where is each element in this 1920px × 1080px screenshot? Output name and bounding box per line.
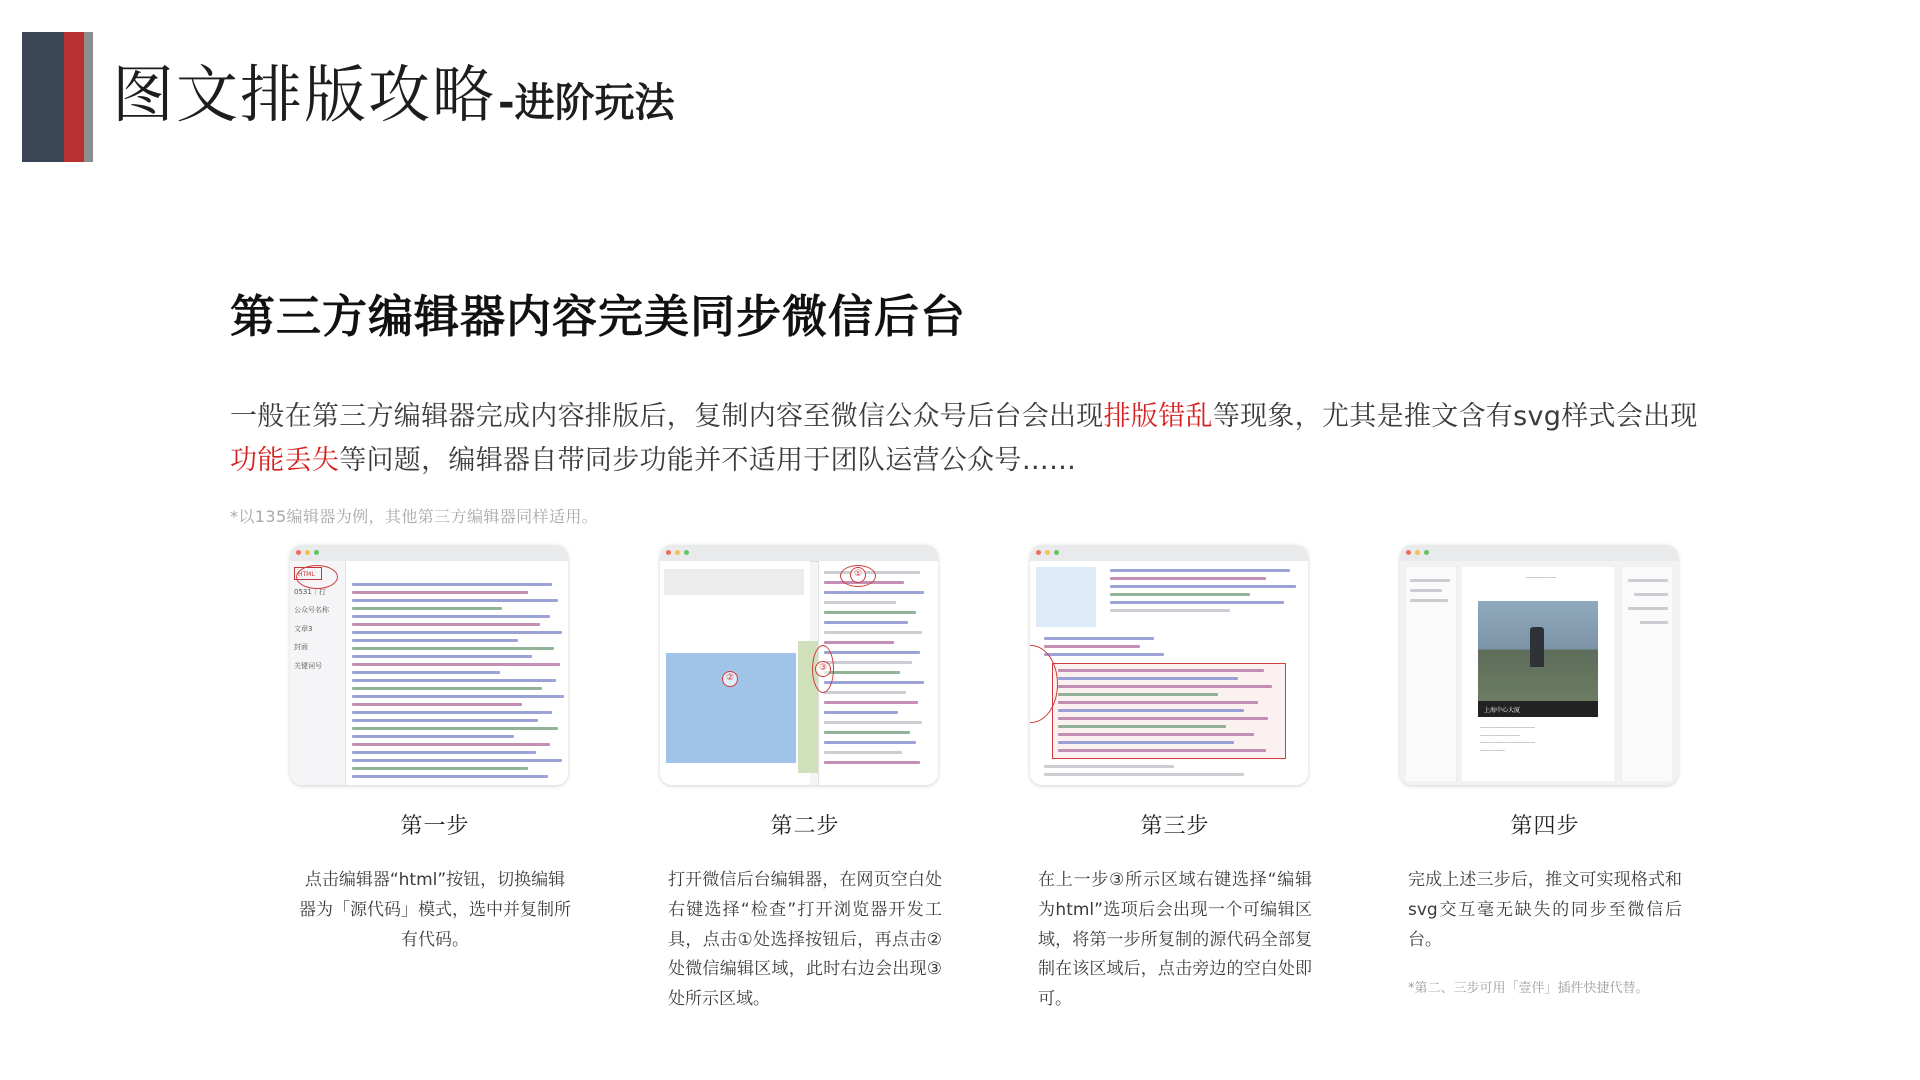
window-close-dot — [296, 550, 301, 555]
page-title-sub: -进阶玩法 — [498, 80, 675, 126]
window-titlebar — [1030, 545, 1308, 562]
step-1-label: 第一步 — [400, 814, 470, 839]
step-3-screenshot[interactable] — [1030, 545, 1308, 785]
content-footnote: *以135编辑器为例，其他第三方编辑器同样适用。 — [230, 507, 599, 527]
sidebar-item-0: 0531｜打 — [294, 588, 326, 596]
step-item-1 — [290, 545, 580, 1015]
sidebar-item-2: 文章3 — [294, 624, 313, 633]
marker-3: ③ — [815, 661, 831, 677]
photo-caption: 上海中心大厦 — [1484, 707, 1521, 714]
step-3-description: 在上一步③所示区域右键选择“编辑为html”选项后会出现一个可编辑区域，将第一步所复制的源代码全部复制在该区域后，点击旁边的空白处即可。 — [1038, 870, 1312, 1009]
window-close-dot — [1036, 550, 1041, 555]
window-maximize-dot — [684, 550, 689, 555]
window-titlebar — [290, 545, 568, 562]
accent-bar-dark — [22, 32, 64, 162]
lead-paragraph — [230, 395, 1720, 482]
selected-editor-region — [666, 653, 796, 763]
steps-row — [290, 545, 1690, 1015]
lead-text-2: 等现象，尤其是推文含有svg样式会出现 — [1212, 401, 1698, 432]
step-1-description: 点击编辑器“html”按钮，切换编辑器为「源代码」模式，选中并复制所有代码。 — [299, 870, 571, 950]
step-item-3 — [1030, 545, 1320, 1015]
accent-bar-red — [64, 32, 84, 162]
window-maximize-dot — [314, 550, 319, 555]
page-title — [112, 45, 675, 134]
article-photo — [1478, 601, 1598, 701]
window-close-dot — [1406, 550, 1411, 555]
accent-bar-grey — [84, 32, 93, 162]
window-titlebar — [660, 545, 938, 562]
right-panel — [1621, 567, 1672, 781]
window-maximize-dot — [1054, 550, 1059, 555]
window-titlebar — [1400, 545, 1678, 562]
wechat-toolbar — [664, 569, 804, 595]
step-item-2 — [660, 545, 950, 1015]
window-close-dot — [666, 550, 671, 555]
window-minimize-dot — [1045, 550, 1050, 555]
window-minimize-dot — [1415, 550, 1420, 555]
sidebar-item-4: 关键词号 — [294, 661, 322, 670]
section-title: 第三方编辑器内容完美同步微信后台 — [230, 290, 967, 343]
main-content — [230, 280, 1720, 527]
window-minimize-dot — [305, 550, 310, 555]
page-title-main: 图文排版攻略 — [112, 58, 497, 131]
article-title-line: —————— — [1526, 575, 1556, 581]
step-2-description: 打开微信后台编辑器，在网页空白处右键选择“检查”打开浏览器开发工具，点击①处选择按钮后，再点击②处微信编辑区域，此时右边会出现③处所示区域。 — [668, 870, 942, 1009]
lead-highlight-1: 排版错乱 — [1103, 401, 1213, 432]
step-1-screenshot[interactable] — [290, 545, 568, 785]
step-4-description: 完成上述三步后，推文可实现格式和svg交互毫无缺失的同步至微信后台。 — [1408, 870, 1682, 950]
step-2-screenshot[interactable] — [660, 545, 938, 785]
sidebar-item-1: 公众号名称 — [294, 606, 329, 615]
lead-text-3: 等问题，编辑器自带同步功能并不适用于团队运营公众号…… — [339, 444, 1077, 476]
step-item-4 — [1400, 545, 1690, 1015]
html-button-label: HTML — [298, 571, 315, 578]
marker-2: ② — [722, 671, 738, 687]
step-4-label: 第四步 — [1510, 814, 1580, 839]
page-header — [0, 0, 1920, 170]
window-maximize-dot — [1424, 550, 1429, 555]
step-4-note: *第二、三步可用「壹伴」插件快捷代替。 — [1408, 981, 1649, 997]
article-body-text: ——————————— ———————— ——————————— ————— — [1480, 725, 1535, 754]
page-preview-region — [1036, 567, 1096, 627]
lead-text-1: 一般在第三方编辑器完成内容排版后，复制内容至微信公众号后台会出现 — [230, 401, 1104, 432]
step-3-label: 第三步 — [1140, 814, 1210, 839]
step-4-screenshot[interactable] — [1400, 545, 1678, 785]
sidebar-item-3: 封面 — [294, 643, 308, 652]
step1-circle-annotation — [296, 565, 338, 589]
photo-caption-band — [1478, 701, 1598, 717]
window-minimize-dot — [675, 550, 680, 555]
photo-person — [1530, 627, 1544, 667]
step-2-label: 第二步 — [770, 814, 840, 839]
lead-highlight-2: 功能丢失 — [230, 444, 340, 476]
editor-sidebar — [290, 561, 346, 785]
marker-1: ① — [850, 567, 866, 583]
header-accent-bars — [22, 32, 93, 162]
